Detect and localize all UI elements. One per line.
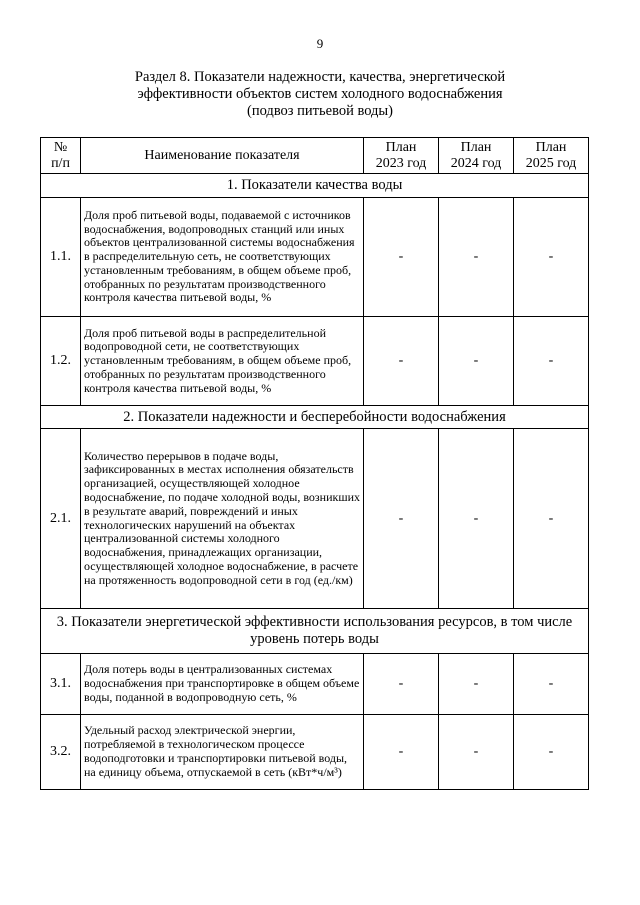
header-plan-2024: План 2024 год (439, 138, 514, 174)
row-number: 3.2. (41, 715, 81, 790)
plan-2025-value: - (514, 654, 589, 715)
section-row (41, 174, 589, 198)
heading-line-1: Раздел 8. Показатели надежности, качества, энергетической (134, 69, 506, 85)
table-row (41, 715, 589, 790)
header-name: Наименование показателя (81, 138, 364, 174)
plan-2023-value: - (364, 317, 439, 406)
plan-2023-value: - (364, 715, 439, 790)
table-row (41, 654, 589, 715)
table-row (41, 429, 589, 609)
indicator-name: Доля потерь воды в централизованных системах водоснабжения при транспортировке в общем объеме воды, поданной в водопроводную сеть, % (81, 654, 364, 715)
heading-line-3: (подвоз питьевой воды) (247, 103, 393, 119)
plan-2025-value: - (514, 317, 589, 406)
row-number: 2.1. (41, 429, 81, 609)
plan-2024-value: - (439, 198, 514, 317)
plan-2025-value: - (514, 715, 589, 790)
plan-2024-value: - (439, 429, 514, 609)
section-title: 3. Показатели энергетической эффективности использования ресурсов, в том числе уровень потерь воды (41, 609, 589, 654)
indicator-name: Количество перерывов в подаче воды, зафиксированных в местах исполнения обязательств организацией, осуществляющей холодное водоснабжение, по подаче холодной воды, возникших в результате аварий, повреждений и иных технологических нарушений на объектах централизованной системы холодного водоснабжения, принадлежащих организации, осуществляющей холодное водоснабжение, в расчете на протяженность водопроводной сети в год (ед./км) (81, 429, 364, 609)
row-number: 3.1. (41, 654, 81, 715)
indicator-name: Удельный расход электрической энергии, потребляемой в технологическом процессе водоподготовки и транспортировки питьевой воды, на единицу объема, отпускаемой в сеть (кВт*ч/м³) (81, 715, 364, 790)
plan-2024-value: - (439, 654, 514, 715)
row-number: 1.1. (41, 198, 81, 317)
plan-2023-value: - (364, 654, 439, 715)
header-plan-2025: План 2025 год (514, 138, 589, 174)
plan-2024-value: - (439, 317, 514, 406)
plan-2024-value: - (439, 715, 514, 790)
heading-line-2: эффективности объектов систем холодного водоснабжения (137, 86, 503, 102)
table-header-row (41, 138, 589, 174)
header-number: № п/п (41, 138, 81, 174)
plan-2025-value: - (514, 429, 589, 609)
plan-2023-value: - (364, 429, 439, 609)
row-number: 1.2. (41, 317, 81, 406)
section-row (41, 406, 589, 429)
page-number: 9 (316, 36, 324, 51)
table-row (41, 317, 589, 406)
table-row (41, 198, 589, 317)
plan-2025-value: - (514, 198, 589, 317)
section-title: 2. Показатели надежности и бесперебойности водоснабжения (41, 406, 589, 429)
section-heading (60, 69, 580, 120)
section-row (41, 609, 589, 654)
plan-2023-value: - (364, 198, 439, 317)
indicator-name: Доля проб питьевой воды в распределительной водопроводной сети, не соответствующих установленным требованиям, в общем объеме проб, отобранных по результатам производственного контроля качества питьевой воды, % (81, 317, 364, 406)
indicator-name: Доля проб питьевой воды, подаваемой с источников водоснабжения, водопроводных станций или иных объектов централизованной системы водоснабжения в распределительную сеть, не соответствующих установленным требованиям, в общем объеме проб, отобранных по результатам производственного контроля качества питьевой воды, % (81, 198, 364, 317)
header-plan-2023: План 2023 год (364, 138, 439, 174)
indicators-table (40, 137, 589, 790)
section-title: 1. Показатели качества воды (41, 174, 589, 198)
